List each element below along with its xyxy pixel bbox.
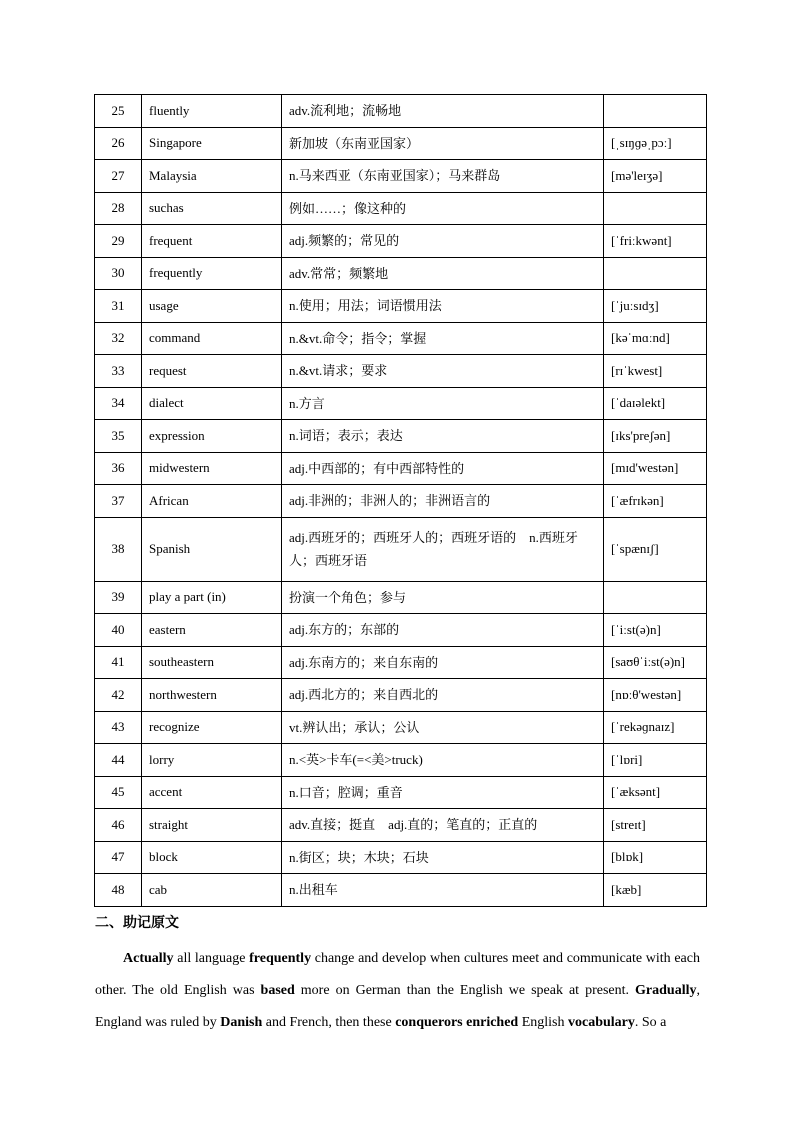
phonetic-cell: [saʊθˈiːst(ə)n] — [604, 646, 707, 679]
table-row — [95, 485, 707, 518]
word-cell: expression — [142, 420, 282, 453]
meaning-cell: adj.中西部的；有中西部特性的 — [282, 452, 604, 485]
phonetic-cell: [ˈspænɪʃ] — [604, 517, 707, 581]
passage-text: English — [518, 1015, 568, 1030]
phonetic-cell: [ˌsɪŋɡəˌpɔː] — [604, 127, 707, 160]
table-row — [95, 160, 707, 193]
vocabulary-table-body — [95, 95, 707, 907]
table-row — [95, 841, 707, 874]
table-row — [95, 646, 707, 679]
row-number: 35 — [95, 420, 142, 453]
row-number: 28 — [95, 192, 142, 225]
passage-text: more on German than the English we speak at present. — [294, 983, 636, 998]
passage-text: , England was ruled by — [95, 983, 700, 1030]
meaning-cell: adj.东南方的；来自东南的 — [282, 646, 604, 679]
phonetic-cell: [blɒk] — [604, 841, 707, 874]
word-cell: straight — [142, 809, 282, 842]
meaning-cell: n.出租车 — [282, 874, 604, 907]
row-number: 40 — [95, 614, 142, 647]
row-number: 31 — [95, 290, 142, 323]
highlighted-word: Actually — [123, 951, 174, 966]
highlighted-word: conquerors enriched — [395, 1015, 519, 1030]
table-row — [95, 127, 707, 160]
highlighted-word: Gradually — [635, 983, 697, 998]
phonetic-cell: [nɒːθ'westən] — [604, 679, 707, 712]
meaning-cell: adv.常常；频繁地 — [282, 257, 604, 290]
row-number: 45 — [95, 776, 142, 809]
word-cell: Singapore — [142, 127, 282, 160]
phonetic-cell: [ɪks'preʃən] — [604, 420, 707, 453]
highlighted-word: Danish — [220, 1015, 263, 1030]
word-cell: Malaysia — [142, 160, 282, 193]
word-cell: cab — [142, 874, 282, 907]
table-row — [95, 874, 707, 907]
row-number: 29 — [95, 225, 142, 258]
word-cell: recognize — [142, 711, 282, 744]
word-cell: request — [142, 355, 282, 388]
meaning-cell: adj.东方的；东部的 — [282, 614, 604, 647]
phonetic-cell — [604, 192, 707, 225]
meaning-cell: n.方言 — [282, 387, 604, 420]
meaning-cell: adj.非洲的；非洲人的；非洲语言的 — [282, 485, 604, 518]
row-number: 43 — [95, 711, 142, 744]
row-number: 30 — [95, 257, 142, 290]
word-cell: block — [142, 841, 282, 874]
highlighted-word: based — [260, 983, 295, 998]
word-cell: play a part (in) — [142, 581, 282, 614]
vocabulary-table — [94, 94, 707, 907]
row-number: 46 — [95, 809, 142, 842]
meaning-cell: 新加坡（东南亚国家） — [282, 127, 604, 160]
table-row — [95, 95, 707, 128]
word-cell: frequent — [142, 225, 282, 258]
word-cell: suchas — [142, 192, 282, 225]
meaning-cell: n.词语；表示；表达 — [282, 420, 604, 453]
table-row — [95, 711, 707, 744]
table-row — [95, 192, 707, 225]
row-number: 34 — [95, 387, 142, 420]
passage-text: and French, then these — [262, 1015, 396, 1030]
meaning-cell: adv.直接；挺直 adj.直的；笔直的；正直的 — [282, 809, 604, 842]
highlighted-word: frequently — [249, 951, 312, 966]
table-row — [95, 420, 707, 453]
meaning-cell: n.&vt.请求；要求 — [282, 355, 604, 388]
word-cell: African — [142, 485, 282, 518]
table-row — [95, 225, 707, 258]
meaning-cell: adj.西北方的；来自西北的 — [282, 679, 604, 712]
table-row — [95, 355, 707, 388]
phonetic-cell: [ˈlɒri] — [604, 744, 707, 777]
passage-text: all language — [173, 951, 250, 966]
row-number: 26 — [95, 127, 142, 160]
row-number: 33 — [95, 355, 142, 388]
phonetic-cell: [rɪˈkwest] — [604, 355, 707, 388]
meaning-cell: 例如……；像这种的 — [282, 192, 604, 225]
table-row — [95, 614, 707, 647]
meaning-cell: 扮演一个角色；参与 — [282, 581, 604, 614]
meaning-cell: vt.辨认出；承认；公认 — [282, 711, 604, 744]
word-cell: eastern — [142, 614, 282, 647]
row-number: 47 — [95, 841, 142, 874]
phonetic-cell: [streɪt] — [604, 809, 707, 842]
table-row — [95, 809, 707, 842]
word-cell: accent — [142, 776, 282, 809]
word-cell: usage — [142, 290, 282, 323]
meaning-cell: n.口音；腔调；重音 — [282, 776, 604, 809]
highlighted-word: vocabulary — [568, 1015, 635, 1030]
word-cell: lorry — [142, 744, 282, 777]
meaning-cell: adj.西班牙的；西班牙人的；西班牙语的 n.西班牙人；西班牙语 — [282, 517, 604, 581]
table-row — [95, 257, 707, 290]
word-cell: northwestern — [142, 679, 282, 712]
meaning-cell: n.使用；用法；词语惯用法 — [282, 290, 604, 323]
row-number: 41 — [95, 646, 142, 679]
row-number: 42 — [95, 679, 142, 712]
row-number: 25 — [95, 95, 142, 128]
table-row — [95, 517, 707, 581]
phonetic-cell: [kəˈmɑːnd] — [604, 322, 707, 355]
meaning-cell: adv.流利地；流畅地 — [282, 95, 604, 128]
phonetic-cell — [604, 581, 707, 614]
row-number: 39 — [95, 581, 142, 614]
word-cell: frequently — [142, 257, 282, 290]
table-row — [95, 776, 707, 809]
row-number: 38 — [95, 517, 142, 581]
phonetic-cell: [ˈfriːkwənt] — [604, 225, 707, 258]
meaning-cell: adj.频繁的；常见的 — [282, 225, 604, 258]
phonetic-cell: [ˈæksənt] — [604, 776, 707, 809]
word-cell: southeastern — [142, 646, 282, 679]
row-number: 44 — [95, 744, 142, 777]
table-row — [95, 581, 707, 614]
mnemonic-passage — [95, 943, 700, 1039]
phonetic-cell: [ˈjuːsɪdʒ] — [604, 290, 707, 323]
phonetic-cell: [ˈæfrɪkən] — [604, 485, 707, 518]
row-number: 27 — [95, 160, 142, 193]
passage-text: change and develop when cultures meet and communicate with each other. The old English was — [95, 951, 700, 998]
meaning-cell: n.马来西亚（东南亚国家）；马来群岛 — [282, 160, 604, 193]
phonetic-cell — [604, 257, 707, 290]
phonetic-cell: [mɪd'westən] — [604, 452, 707, 485]
table-row — [95, 744, 707, 777]
meaning-cell: n.<英>卡车(=<美>truck) — [282, 744, 604, 777]
table-row — [95, 290, 707, 323]
phonetic-cell — [604, 95, 707, 128]
phonetic-cell: [kæb] — [604, 874, 707, 907]
word-cell: fluently — [142, 95, 282, 128]
phonetic-cell: [ˈrekəɡnaɪz] — [604, 711, 707, 744]
word-cell: command — [142, 322, 282, 355]
word-cell: Spanish — [142, 517, 282, 581]
table-row — [95, 679, 707, 712]
row-number: 37 — [95, 485, 142, 518]
passage-text: . So a — [634, 1015, 667, 1030]
meaning-cell: n.街区；块；木块；石块 — [282, 841, 604, 874]
row-number: 32 — [95, 322, 142, 355]
table-row — [95, 452, 707, 485]
table-row — [95, 387, 707, 420]
row-number: 48 — [95, 874, 142, 907]
word-cell: midwestern — [142, 452, 282, 485]
phonetic-cell: [ˈiːst(ə)n] — [604, 614, 707, 647]
phonetic-cell: [mə'leɪʒə] — [604, 160, 707, 193]
phonetic-cell: [ˈdaɪəlekt] — [604, 387, 707, 420]
meaning-cell: n.&vt.命令；指令；掌握 — [282, 322, 604, 355]
row-number: 36 — [95, 452, 142, 485]
word-cell: dialect — [142, 387, 282, 420]
section-title: 二、助记原文 — [95, 915, 179, 931]
table-row — [95, 322, 707, 355]
